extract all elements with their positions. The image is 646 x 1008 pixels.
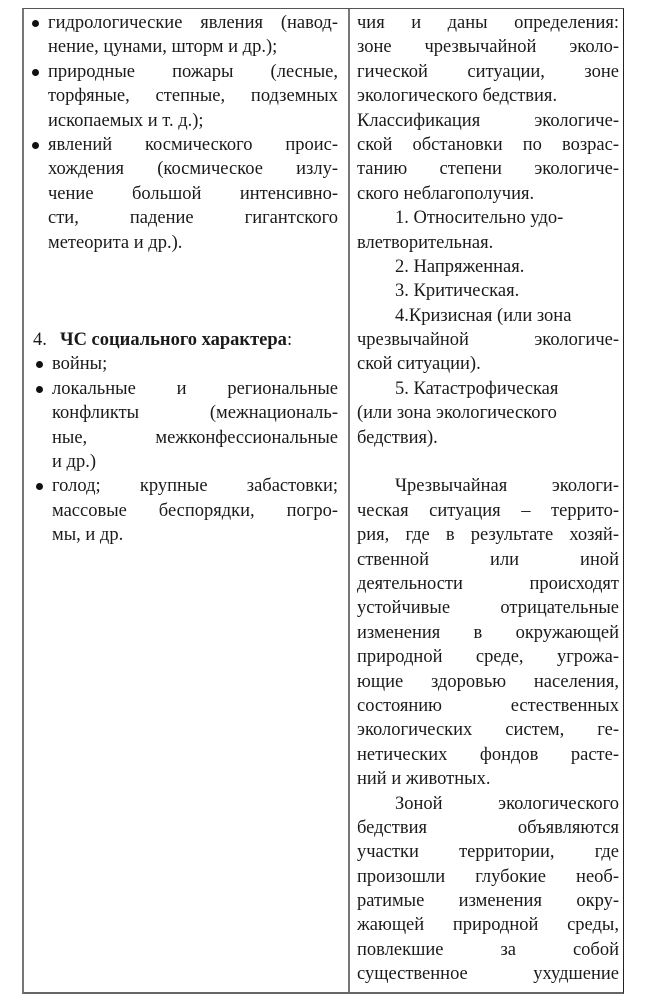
text-line: хождения (космическое излу-	[48, 159, 338, 180]
text-line: ратимые изменения окру-	[357, 891, 619, 912]
text-line: чрезвычайной экологиче-	[357, 330, 619, 351]
text-line: зоне чрезвычайной эколо-	[357, 37, 619, 58]
bullet-icon	[32, 69, 39, 76]
text-line: существенное ухудшение	[357, 964, 619, 985]
bullet-icon	[36, 386, 43, 393]
section-title: ЧС социального характера	[60, 330, 287, 351]
bullet-text: локальные и региональные	[52, 378, 338, 399]
text-line: повлекшие за собой	[357, 939, 619, 960]
text-line	[34, 474, 338, 498]
bullet-icon	[32, 142, 39, 149]
paragraph	[357, 474, 619, 791]
bullet-icon	[32, 20, 39, 27]
text-line: экологического бедствия.	[357, 86, 558, 107]
spacer	[30, 304, 338, 328]
text-line: конфликты (межнациональ-	[52, 403, 338, 424]
column-divider	[348, 9, 350, 992]
text-line: состоянию естественных	[357, 695, 619, 716]
list-item	[34, 377, 338, 475]
section-title-suffix: :	[286, 330, 293, 351]
text-line: деятельности происходят	[357, 573, 619, 594]
bullet-text: явлений космического проис-	[48, 134, 338, 155]
text-line: 2. Напряженная.	[395, 256, 525, 277]
text-line: чение большой интенсивно-	[48, 183, 338, 204]
text-line: торфяные, степные, подземных	[48, 86, 338, 107]
text-line: нение, цунами, шторм и др.);	[48, 37, 278, 58]
text-line: гической ситуации, зоне	[357, 61, 619, 82]
text-line: нетических фондов расте-	[357, 744, 619, 765]
text-line: ющие здоровью населения,	[357, 671, 619, 692]
bullet-icon	[36, 483, 43, 490]
text-line: Зоной экологического	[395, 793, 619, 814]
text-line	[30, 11, 338, 35]
text-line: ского неблагополучия.	[357, 183, 535, 204]
text-line: бедствия).	[357, 427, 438, 448]
list-item	[30, 133, 338, 255]
text-line: ской обстановки по возрас-	[357, 134, 619, 155]
text-line: 1. Относительно удо-	[395, 208, 564, 229]
classification-item	[357, 206, 619, 255]
text-line: экологических систем, ге-	[357, 720, 619, 741]
section-heading	[30, 328, 338, 352]
text-line: мы, и др.	[52, 525, 124, 546]
text-line: ископаемых и т. д.);	[48, 110, 204, 131]
list-item	[34, 352, 338, 376]
text-line: ные, межконфессиональные	[52, 427, 338, 448]
text-line: 5. Катастрофическая	[395, 378, 559, 399]
text-line: ческая ситуация – террито-	[357, 500, 619, 521]
right-column	[357, 11, 619, 987]
text-line: метеорита и др.).	[48, 232, 183, 253]
classification-item	[357, 255, 619, 279]
text-line: 3. Критическая.	[395, 281, 520, 302]
list-item	[30, 11, 338, 60]
text-line: Классификация экологиче-	[357, 110, 619, 131]
text-line: массовые беспорядки, погро-	[52, 500, 338, 521]
text-line: 4.Кризисная (или зона	[395, 305, 572, 326]
text-line	[34, 352, 338, 376]
section4-list	[30, 352, 338, 547]
text-line: ской ситуации).	[357, 354, 481, 375]
text-line: жающей природной среды,	[357, 915, 619, 936]
text-line: и др.)	[52, 452, 96, 473]
list-item	[30, 60, 338, 133]
text-line: природной среде, угрожа-	[357, 647, 619, 668]
spacer	[357, 450, 619, 474]
text-line: сти, падение гигантского	[48, 208, 338, 229]
section-number: 4.	[33, 330, 47, 351]
list-item	[34, 474, 338, 547]
document-table	[22, 8, 624, 994]
left-column	[30, 11, 338, 548]
text-line: Чрезвычайная экологи-	[395, 476, 619, 497]
text-line: влетворительная.	[357, 232, 494, 253]
text-line: изменения в окружающей	[357, 622, 619, 643]
text-line	[30, 60, 338, 84]
classification-item	[357, 304, 619, 377]
text-line: бедствия объявляются	[357, 817, 619, 838]
paragraph	[357, 792, 619, 987]
text-line: чия и даны определения:	[357, 13, 619, 33]
text-line: ний и животных.	[357, 769, 491, 790]
text-line: участки территории, где	[357, 842, 619, 863]
text-line: (или зона экологического	[357, 403, 557, 424]
text-line: рия, где в результате хозяй-	[357, 525, 619, 546]
classification-item	[357, 279, 619, 303]
bullet-icon	[36, 361, 43, 368]
text-line: ственной или иной	[357, 549, 619, 570]
paragraph	[357, 11, 619, 206]
classification-item	[357, 377, 619, 450]
spacer	[30, 255, 338, 279]
text-line	[30, 133, 338, 157]
text-line	[34, 377, 338, 401]
text-line: устойчивые отрицательные	[357, 598, 619, 619]
text-line: танию степени экологиче-	[357, 159, 619, 180]
text-line: произошли глубокие необ-	[357, 866, 619, 887]
bullet-text: войны;	[52, 354, 108, 375]
spacer	[30, 279, 338, 303]
bullet-text: природные пожары (лесные,	[48, 61, 338, 82]
bullet-text: гидрологические явления (навод-	[48, 13, 338, 33]
bullet-text: голод; крупные забастовки;	[52, 476, 338, 497]
